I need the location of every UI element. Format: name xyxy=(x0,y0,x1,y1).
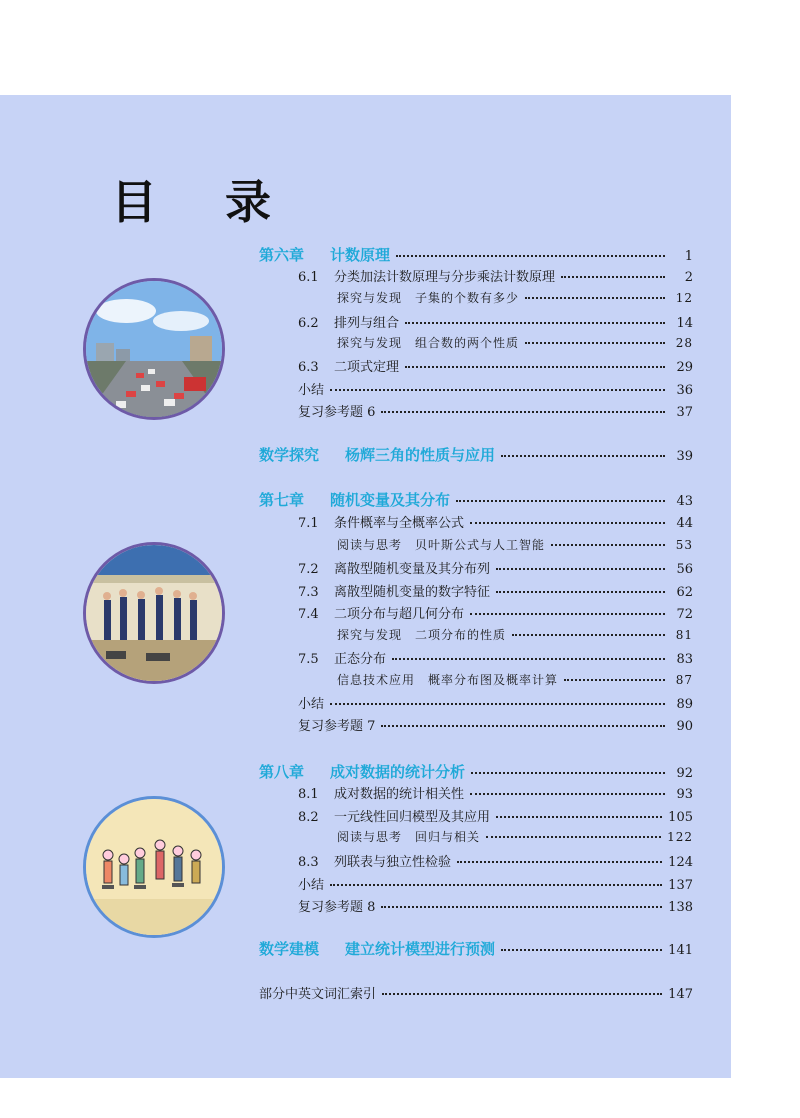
toc-entry-row[interactable] xyxy=(298,312,693,331)
page-number: 36 xyxy=(676,383,693,398)
toc-title: 成对数据的统计分析 xyxy=(330,763,466,781)
dot-leader xyxy=(496,816,662,818)
dot-leader xyxy=(330,389,665,391)
page-number: 105 xyxy=(668,810,693,825)
toc-title: 复习参考题 7 xyxy=(298,719,376,734)
toc-entry-row[interactable] xyxy=(337,626,693,643)
dot-leader xyxy=(470,793,665,795)
page-number: 37 xyxy=(676,405,693,420)
dot-leader xyxy=(405,322,665,324)
toc-entry-row[interactable] xyxy=(298,715,693,734)
page-number: 12 xyxy=(675,291,693,305)
toc-title: 二项式定理 xyxy=(334,360,400,375)
toc-title: 正态分布 xyxy=(334,652,387,667)
toc-title: 随机变量及其分布 xyxy=(330,491,451,509)
toc-label xyxy=(298,512,464,531)
toc-label xyxy=(298,558,490,577)
toc-title: 二项分布与超几何分布 xyxy=(334,607,465,622)
toc-label xyxy=(298,356,399,375)
toc-label xyxy=(298,401,375,420)
dot-leader xyxy=(496,591,665,593)
page-number: 90 xyxy=(676,719,693,734)
page-number: 2 xyxy=(684,270,693,285)
page-number: 147 xyxy=(668,987,693,1002)
toc-title: 一元线性回归模型及其应用 xyxy=(334,810,491,825)
page-number: 92 xyxy=(676,766,693,781)
toc-label xyxy=(259,489,450,510)
toc-title: 排列与组合 xyxy=(334,316,400,331)
section-number: 7.4 xyxy=(298,607,319,622)
dot-leader xyxy=(405,366,665,368)
toc-label xyxy=(298,648,386,667)
dot-leader xyxy=(470,613,665,615)
toc-title: 探究与发现 二项分布的性质 xyxy=(337,628,507,642)
section-number: 6.1 xyxy=(298,270,319,285)
page-number: 1 xyxy=(684,249,693,264)
toc-title: 复习参考题 6 xyxy=(298,405,376,420)
toc-entry-row[interactable] xyxy=(298,558,693,577)
toc-entry-row[interactable] xyxy=(337,334,693,351)
toc-heading-row[interactable] xyxy=(259,444,693,465)
section-number: 8.3 xyxy=(298,855,319,870)
dot-leader xyxy=(456,500,665,502)
page-number: 89 xyxy=(676,697,693,712)
page-number: 29 xyxy=(676,360,693,375)
page-number: 72 xyxy=(676,607,693,622)
toc-title: 分类加法计数原理与分步乘法计数原理 xyxy=(334,270,556,285)
dot-leader xyxy=(381,906,662,908)
dot-leader xyxy=(382,993,662,995)
page-number: 122 xyxy=(667,830,693,844)
section-number: 6.3 xyxy=(298,360,319,375)
toc-label xyxy=(259,938,495,959)
toc-label xyxy=(298,851,451,870)
page-number: 93 xyxy=(676,787,693,802)
dot-leader xyxy=(471,772,665,774)
toc-heading-row[interactable] xyxy=(259,489,693,510)
section-number: 8.1 xyxy=(298,787,319,802)
section-number: 8.2 xyxy=(298,810,319,825)
toc-entry-row[interactable] xyxy=(298,806,693,825)
toc-title: 部分中英文词汇索引 xyxy=(259,987,377,1002)
toc-label xyxy=(337,334,519,351)
toc-entry-row[interactable] xyxy=(298,896,693,915)
toc-title: 信息技术应用 概率分布图及概率计算 xyxy=(337,673,559,687)
page-number: 44 xyxy=(676,516,693,531)
toc-title: 杨辉三角的性质与应用 xyxy=(345,446,496,464)
dot-leader xyxy=(501,455,665,457)
toc-label xyxy=(298,379,324,398)
toc-chapter: 第八章 xyxy=(259,763,305,781)
section-number: 7.5 xyxy=(298,652,319,667)
toc-label xyxy=(259,761,465,782)
dot-leader xyxy=(501,949,662,951)
page-number: 137 xyxy=(668,878,693,893)
toc-entry-row[interactable] xyxy=(298,581,693,600)
dot-leader xyxy=(330,703,665,705)
toc-label xyxy=(259,983,376,1002)
dot-leader xyxy=(396,255,665,257)
toc-label xyxy=(298,874,324,893)
dot-leader xyxy=(525,297,665,299)
toc-entry-row[interactable] xyxy=(298,874,693,893)
toc-label xyxy=(298,581,490,600)
toc-entry-row[interactable] xyxy=(298,603,693,622)
toc-chapter: 第六章 xyxy=(259,246,305,264)
toc-label xyxy=(298,896,375,915)
toc-title: 成对数据的统计相关性 xyxy=(334,787,465,802)
toc-label xyxy=(337,289,519,306)
toc-entry-row[interactable] xyxy=(298,693,693,712)
city-traffic-photo xyxy=(83,278,225,420)
toc-entry-row[interactable] xyxy=(298,356,693,375)
page-number: 81 xyxy=(675,628,693,642)
toc-title: 小结 xyxy=(298,697,325,712)
toc-entry-row[interactable] xyxy=(298,401,693,420)
toc-label xyxy=(298,603,464,622)
toc-label xyxy=(337,828,480,845)
dot-leader xyxy=(525,342,665,344)
section-number: 7.2 xyxy=(298,562,319,577)
section-number: 7.1 xyxy=(298,516,319,531)
dot-leader xyxy=(486,836,661,838)
toc-title: 小结 xyxy=(298,878,325,893)
toc-entry-row[interactable] xyxy=(298,648,693,667)
toc-heading-row[interactable] xyxy=(259,244,693,265)
toc-entry-row[interactable] xyxy=(298,783,693,802)
dot-leader xyxy=(470,522,665,524)
dot-leader xyxy=(512,634,665,636)
toc-entry-row[interactable] xyxy=(337,289,693,306)
toc-title: 建立统计模型进行预测 xyxy=(345,940,496,958)
toc-title: 探究与发现 组合数的两个性质 xyxy=(337,336,520,350)
toc-label xyxy=(298,715,375,734)
page-title: 目 录 xyxy=(111,175,298,229)
dot-leader xyxy=(564,679,665,681)
toc-title: 复习参考题 8 xyxy=(298,900,376,915)
toc-chapter: 第七章 xyxy=(259,491,305,509)
toc-entry-row[interactable] xyxy=(337,828,693,845)
toc-label xyxy=(337,536,545,553)
children-height-illustration xyxy=(83,796,225,938)
page-number: 53 xyxy=(675,538,693,552)
toc-label xyxy=(298,312,399,331)
toc-title: 探究与发现 子集的个数有多少 xyxy=(337,291,520,305)
toc-label xyxy=(337,671,558,688)
dot-leader xyxy=(381,411,665,413)
toc-heading-row[interactable] xyxy=(259,938,693,959)
page-number: 56 xyxy=(676,562,693,577)
toc-label xyxy=(298,806,490,825)
toc-heading-row[interactable] xyxy=(259,761,693,782)
dot-leader xyxy=(561,276,665,278)
dot-leader xyxy=(330,884,662,886)
page-number: 14 xyxy=(676,316,693,331)
toc-label xyxy=(298,693,324,712)
toc-chapter: 数学探究 xyxy=(259,446,320,464)
toc-entry-row[interactable] xyxy=(337,671,693,688)
dot-leader xyxy=(381,725,665,727)
page-number: 28 xyxy=(675,336,693,350)
toc-title: 阅读与思考 回归与相关 xyxy=(337,830,481,844)
toc-title: 离散型随机变量的数字特征 xyxy=(334,585,491,600)
toc-title: 条件概率与全概率公式 xyxy=(334,516,465,531)
toc-label xyxy=(298,783,464,802)
page-number: 124 xyxy=(668,855,693,870)
page-number: 43 xyxy=(676,494,693,509)
toc-chapter: 数学建模 xyxy=(259,940,320,958)
toc-entry-row[interactable] xyxy=(298,379,693,398)
toc-label xyxy=(259,444,495,465)
toc-entry-row[interactable] xyxy=(298,851,693,870)
toc-label xyxy=(298,266,555,285)
toc-title: 离散型随机变量及其分布列 xyxy=(334,562,491,577)
toc-entry-row[interactable] xyxy=(298,266,693,285)
page-number: 83 xyxy=(676,652,693,667)
page-number: 138 xyxy=(668,900,693,915)
section-number: 7.3 xyxy=(298,585,319,600)
page-number: 62 xyxy=(676,585,693,600)
dot-leader xyxy=(457,861,662,863)
dot-leader xyxy=(392,658,665,660)
toc-entry-row[interactable] xyxy=(337,536,693,553)
dot-leader xyxy=(551,544,665,546)
toc-title: 列联表与独立性检验 xyxy=(334,855,452,870)
toc-label xyxy=(337,626,506,643)
toc-entry-row[interactable] xyxy=(298,512,693,531)
page-number: 39 xyxy=(676,449,693,464)
section-number: 6.2 xyxy=(298,316,319,331)
shooting-range-photo xyxy=(83,542,225,684)
page-number: 87 xyxy=(675,673,693,687)
page-number: 141 xyxy=(668,943,693,958)
toc-entry-row[interactable] xyxy=(259,983,693,1002)
toc-title: 小结 xyxy=(298,383,325,398)
toc-title: 计数原理 xyxy=(330,246,391,264)
dot-leader xyxy=(496,568,665,570)
toc-title: 阅读与思考 贝叶斯公式与人工智能 xyxy=(337,538,546,552)
toc-label xyxy=(259,244,390,265)
